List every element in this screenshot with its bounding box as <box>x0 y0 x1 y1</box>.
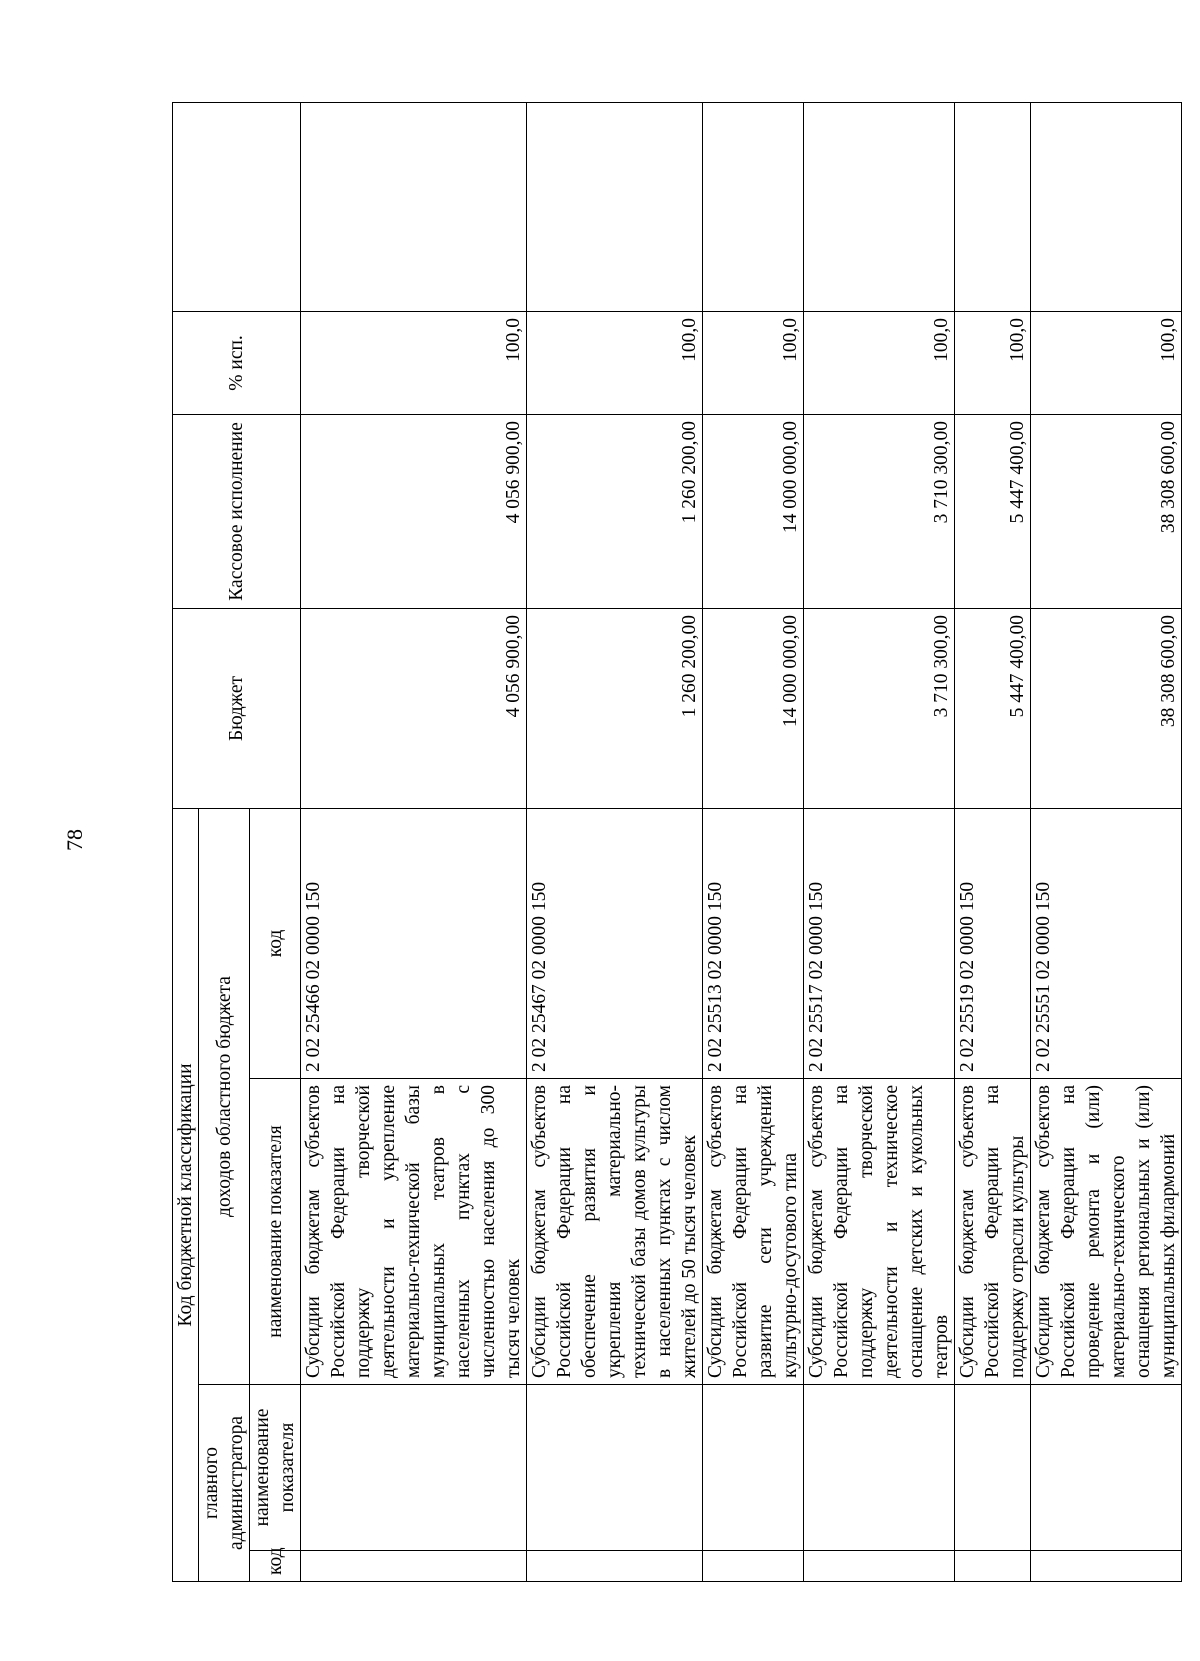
header-percent: % исп. <box>173 311 301 414</box>
row-budget-value: 14 000 000,00 <box>703 608 804 808</box>
row-admin-name <box>527 1385 703 1551</box>
table-body <box>301 103 1182 1582</box>
table-row <box>527 103 703 1582</box>
row-budget-value: 3 710 300,00 <box>804 608 955 808</box>
rotated-page-content <box>172 102 1179 1582</box>
header-admin-name: наименование показателя <box>250 1385 301 1551</box>
row-income-name: Субсидии бюджетам субъектов Российской Федерации на поддержку отрасли культуры <box>955 1079 1031 1385</box>
row-admin-code <box>1031 1551 1182 1582</box>
row-income-code: 2 02 25466 02 0000 150 <box>301 808 527 1078</box>
row-blank-cell <box>301 103 527 312</box>
row-income-code: 2 02 25519 02 0000 150 <box>955 808 1031 1078</box>
row-cash-value: 4 056 900,00 <box>301 414 527 608</box>
row-admin-code <box>527 1551 703 1582</box>
row-income-code: 2 02 25517 02 0000 150 <box>804 808 955 1078</box>
row-budget-value: 1 260 200,00 <box>527 608 703 808</box>
row-percent-value: 100,0 <box>1031 311 1182 414</box>
row-admin-name <box>804 1385 955 1551</box>
header-blank <box>173 103 301 312</box>
row-blank-cell <box>955 103 1031 312</box>
row-income-name: Субсидии бюджетам субъектов Российской Федерации на поддержку творческой деятельности и техническое оснащение детских и кукольных театров <box>804 1079 955 1385</box>
header-income-name: наименование показателя <box>250 1079 301 1385</box>
row-percent-value: 100,0 <box>955 311 1031 414</box>
row-percent-value: 100,0 <box>527 311 703 414</box>
row-admin-name <box>955 1385 1031 1551</box>
row-cash-value: 5 447 400,00 <box>955 414 1031 608</box>
header-admin-group: главного администратора <box>199 1385 250 1582</box>
row-income-code: 2 02 25467 02 0000 150 <box>527 808 703 1078</box>
row-admin-name <box>1031 1385 1182 1551</box>
row-cash-value: 38 308 600,00 <box>1031 414 1182 608</box>
header-row-classification <box>173 103 199 1582</box>
row-blank-cell <box>1031 103 1182 312</box>
table-row <box>804 103 955 1582</box>
row-income-code: 2 02 25551 02 0000 150 <box>1031 808 1182 1078</box>
row-admin-code <box>703 1551 804 1582</box>
row-cash-value: 3 710 300,00 <box>804 414 955 608</box>
row-blank-cell <box>527 103 703 312</box>
header-cash-execution: Кассовое исполнение <box>173 414 301 608</box>
row-budget-value: 4 056 900,00 <box>301 608 527 808</box>
row-income-code: 2 02 25513 02 0000 150 <box>703 808 804 1078</box>
row-income-name: Субсидии бюджетам субъектов Российской Федерации на поддержку творческой деятельности и укрепление материально-технической базы муниципальных театров в населенных пунктах с численностью населения до 300 тысяч человек <box>301 1079 527 1385</box>
row-blank-cell <box>703 103 804 312</box>
row-blank-cell <box>804 103 955 312</box>
table-row <box>301 103 527 1582</box>
page-number: 78 <box>62 829 87 851</box>
row-income-name: Субсидии бюджетам субъектов Российской Федерации на проведение ремонта и (или) материально-технического оснащения региональных и (или) муниципальных филармоний <box>1031 1079 1182 1385</box>
header-classification: Код бюджетной классификации <box>173 808 199 1581</box>
row-admin-code <box>301 1551 527 1582</box>
row-admin-code <box>955 1551 1031 1582</box>
row-admin-name <box>703 1385 804 1551</box>
header-admin-code: код <box>250 1551 301 1582</box>
row-budget-value: 5 447 400,00 <box>955 608 1031 808</box>
budget-income-table <box>172 102 1182 1582</box>
row-admin-name <box>301 1385 527 1551</box>
table-row <box>703 103 804 1582</box>
row-income-name: Субсидии бюджетам субъектов Российской Федерации на развитие сети учреждений культурно-досугового типа <box>703 1079 804 1385</box>
row-percent-value: 100,0 <box>301 311 527 414</box>
row-percent-value: 100,0 <box>804 311 955 414</box>
table-row <box>955 103 1031 1582</box>
row-income-name: Субсидии бюджетам субъектов Российской Федерации на обеспечение развития и укрепления материально-технической базы домов культуры в населенных пунктах с числом жителей до 50 тысяч человек <box>527 1079 703 1385</box>
row-percent-value: 100,0 <box>703 311 804 414</box>
row-admin-code <box>804 1551 955 1582</box>
row-cash-value: 1 260 200,00 <box>527 414 703 608</box>
row-cash-value: 14 000 000,00 <box>703 414 804 608</box>
header-income-code: код <box>250 808 301 1078</box>
row-budget-value: 38 308 600,00 <box>1031 608 1182 808</box>
table-row <box>1031 103 1182 1582</box>
header-income-group: доходов областного бюджета <box>199 808 250 1384</box>
header-budget: Бюджет <box>173 608 301 808</box>
